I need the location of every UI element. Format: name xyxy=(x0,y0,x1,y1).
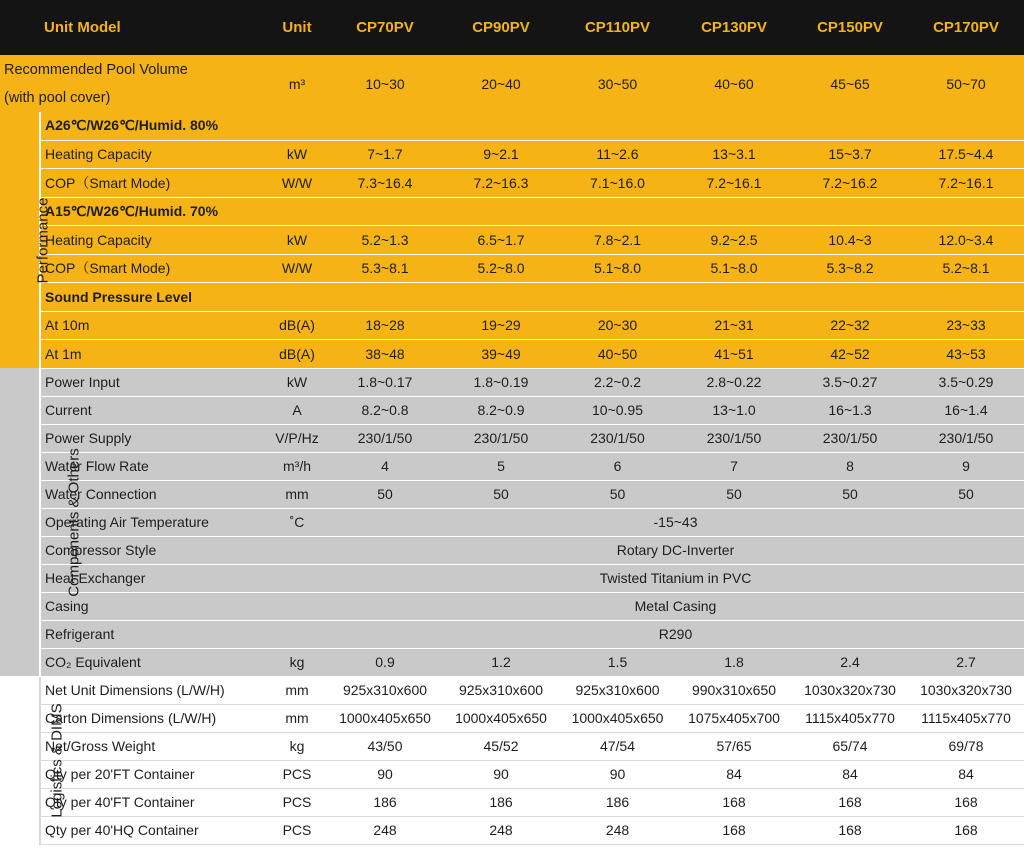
row-unit: A xyxy=(267,396,327,424)
cell-value: 925x310x600 xyxy=(559,676,676,704)
table-row xyxy=(0,564,1024,592)
unit-model-header: Unit Model xyxy=(0,0,267,55)
cell-value: 84 xyxy=(676,760,792,788)
row-label: Power Input xyxy=(40,368,267,396)
cell-value: 1.5 xyxy=(559,648,676,676)
cell-value: 84 xyxy=(908,760,1024,788)
row-unit xyxy=(267,620,327,648)
pool-volume-value: 40~60 xyxy=(676,55,792,112)
row-label: Net/Gross Weight xyxy=(40,732,267,760)
cell-value: 3.5~0.27 xyxy=(792,368,908,396)
row-unit: kW xyxy=(267,226,327,255)
condition-subheader: Sound Pressure Level xyxy=(40,283,1024,312)
cell-value: 50 xyxy=(443,480,559,508)
cell-value: 5.2~8.0 xyxy=(443,254,559,283)
table-row xyxy=(0,676,1024,704)
row-unit: kg xyxy=(267,732,327,760)
cell-value: 12.0~3.4 xyxy=(908,226,1024,255)
merged-value: Twisted Titanium in PVC xyxy=(327,564,1024,592)
cell-value: 43/50 xyxy=(327,732,443,760)
cell-value: 9.2~2.5 xyxy=(676,226,792,255)
cell-value: 7.3~16.4 xyxy=(327,169,443,198)
row-label: Water Flow Rate xyxy=(40,452,267,480)
row-unit: m³/h xyxy=(267,452,327,480)
table-row xyxy=(0,620,1024,648)
cell-value: 57/65 xyxy=(676,732,792,760)
components-section-label: Components & Others xyxy=(65,447,83,597)
row-unit: mm xyxy=(267,704,327,732)
row-label: Heating Capacity xyxy=(40,140,267,169)
cell-value: 1075x405x700 xyxy=(676,704,792,732)
cell-value: 2.8~0.22 xyxy=(676,368,792,396)
cell-value: 5.3~8.2 xyxy=(792,254,908,283)
cell-value: 248 xyxy=(559,816,676,844)
cell-value: 50 xyxy=(676,480,792,508)
cell-value: 230/1/50 xyxy=(908,424,1024,452)
cell-value: 1.8~0.19 xyxy=(443,368,559,396)
cell-value: 9 xyxy=(908,452,1024,480)
logistics-section xyxy=(0,676,66,844)
cell-value: 7~1.7 xyxy=(327,140,443,169)
cell-value: 168 xyxy=(792,788,908,816)
table-row xyxy=(0,508,1024,536)
cell-value: 1.2 xyxy=(443,648,559,676)
cell-value: 248 xyxy=(327,816,443,844)
merged-value: -15~43 xyxy=(327,508,1024,536)
performance-section xyxy=(0,112,52,368)
row-unit xyxy=(267,564,327,592)
cell-value: 23~33 xyxy=(908,311,1024,340)
cell-value: 40~50 xyxy=(559,340,676,369)
cell-value: 186 xyxy=(443,788,559,816)
cell-value: 1.8 xyxy=(676,648,792,676)
row-unit: PCS xyxy=(267,760,327,788)
row-label: At 10m xyxy=(40,311,267,340)
cell-value: 7.2~16.2 xyxy=(792,169,908,198)
table-row xyxy=(0,648,1024,676)
cell-value: 5 xyxy=(443,452,559,480)
logistics-section-label: Logistics & DIMS xyxy=(48,702,66,818)
cell-value: 168 xyxy=(676,816,792,844)
cell-value: 8.2~0.8 xyxy=(327,396,443,424)
cell-value: 925x310x600 xyxy=(443,676,559,704)
cell-value: 3.5~0.29 xyxy=(908,368,1024,396)
cell-value: 20~30 xyxy=(559,311,676,340)
performance-section-label: Performance xyxy=(34,197,52,283)
row-unit: kW xyxy=(267,368,327,396)
cell-value: 186 xyxy=(327,788,443,816)
row-label: Casing xyxy=(40,592,267,620)
row-label: CO₂ Equivalent xyxy=(40,648,267,676)
table-row xyxy=(0,311,1024,340)
cell-value: 47/54 xyxy=(559,732,676,760)
row-label: Power Supply xyxy=(40,424,267,452)
cell-value: 16~1.4 xyxy=(908,396,1024,424)
cell-value: 38~48 xyxy=(327,340,443,369)
cell-value: 2.4 xyxy=(792,648,908,676)
cell-value: 6.5~1.7 xyxy=(443,226,559,255)
cell-value: 8 xyxy=(792,452,908,480)
cell-value: 7.2~16.1 xyxy=(908,169,1024,198)
row-unit: mm xyxy=(267,676,327,704)
table-row xyxy=(0,760,1024,788)
table-row xyxy=(0,140,1024,169)
row-label: Qty per 20'FT Container xyxy=(40,760,267,788)
row-label: Current xyxy=(40,396,267,424)
cell-value: 7.8~2.1 xyxy=(559,226,676,255)
cell-value: 90 xyxy=(327,760,443,788)
row-unit: dB(A) xyxy=(267,311,327,340)
cell-value: 65/74 xyxy=(792,732,908,760)
row-label: Qty per 40'HQ Container xyxy=(40,816,267,844)
row-label: Compressor Style xyxy=(40,536,267,564)
row-unit: mm xyxy=(267,480,327,508)
table-row xyxy=(0,424,1024,452)
row-label: Qty per 40'FT Container xyxy=(40,788,267,816)
model-header: CP150PV xyxy=(792,0,908,55)
row-label: COP（Smart Mode) xyxy=(40,169,267,198)
cell-value: 8.2~0.9 xyxy=(443,396,559,424)
row-label: Operating Air Temperature xyxy=(40,508,267,536)
row-label: COP（Smart Mode) xyxy=(40,254,267,283)
table-row xyxy=(0,480,1024,508)
cell-value: 15~3.7 xyxy=(792,140,908,169)
cell-value: 1.8~0.17 xyxy=(327,368,443,396)
cell-value: 230/1/50 xyxy=(327,424,443,452)
cell-value: 7 xyxy=(676,452,792,480)
cell-value: 230/1/50 xyxy=(443,424,559,452)
row-unit: dB(A) xyxy=(267,340,327,369)
cell-value: 7.2~16.3 xyxy=(443,169,559,198)
table-row xyxy=(0,112,1024,140)
pool-volume-label xyxy=(0,55,267,112)
cell-value: 50 xyxy=(792,480,908,508)
pool-volume-value: 20~40 xyxy=(443,55,559,112)
row-unit: W/W xyxy=(267,169,327,198)
cell-value: 5.1~8.0 xyxy=(676,254,792,283)
cell-value: 1115x405x770 xyxy=(908,704,1024,732)
model-header: CP70PV xyxy=(327,0,443,55)
cell-value: 990x310x650 xyxy=(676,676,792,704)
condition-subheader: A15℃/W26℃/Humid. 70% xyxy=(40,197,1024,226)
pool-volume-label-line1: Recommended Pool Volume xyxy=(4,61,188,78)
cell-value: 21~31 xyxy=(676,311,792,340)
cell-value: 168 xyxy=(792,816,908,844)
cell-value: 248 xyxy=(443,816,559,844)
cell-value: 168 xyxy=(908,788,1024,816)
table-row xyxy=(0,732,1024,760)
row-unit xyxy=(267,592,327,620)
cell-value: 13~3.1 xyxy=(676,140,792,169)
model-header: CP110PV xyxy=(559,0,676,55)
cell-value: 230/1/50 xyxy=(792,424,908,452)
cell-value: 5.2~1.3 xyxy=(327,226,443,255)
cell-value: 5.2~8.1 xyxy=(908,254,1024,283)
condition-subheader: A26℃/W26℃/Humid. 80% xyxy=(40,112,1024,140)
table-row xyxy=(0,816,1024,844)
pool-volume-value: 45~65 xyxy=(792,55,908,112)
cell-value: 90 xyxy=(559,760,676,788)
cell-value: 1030x320x730 xyxy=(908,676,1024,704)
cell-value: 1115x405x770 xyxy=(792,704,908,732)
cell-value: 19~29 xyxy=(443,311,559,340)
cell-value: 50 xyxy=(559,480,676,508)
table-row xyxy=(0,452,1024,480)
table-row xyxy=(0,226,1024,255)
cell-value: 1000x405x650 xyxy=(559,704,676,732)
table-row xyxy=(0,254,1024,283)
cell-value: 6 xyxy=(559,452,676,480)
row-unit: kW xyxy=(267,140,327,169)
cell-value: 5.3~8.1 xyxy=(327,254,443,283)
cell-value: 0.9 xyxy=(327,648,443,676)
row-label: Carton Dimensions (L/W/H) xyxy=(40,704,267,732)
pool-volume-unit: m³ xyxy=(267,55,327,112)
table-row xyxy=(0,536,1024,564)
table-row xyxy=(0,197,1024,226)
row-unit: W/W xyxy=(267,254,327,283)
cell-value: 90 xyxy=(443,760,559,788)
merged-value: Metal Casing xyxy=(327,592,1024,620)
cell-value: 2.7 xyxy=(908,648,1024,676)
table-row xyxy=(0,283,1024,312)
cell-value: 50 xyxy=(327,480,443,508)
cell-value: 4 xyxy=(327,452,443,480)
row-label: Refrigerant xyxy=(40,620,267,648)
cell-value: 168 xyxy=(908,816,1024,844)
row-label: Heat Exchanger xyxy=(40,564,267,592)
cell-value: 17.5~4.4 xyxy=(908,140,1024,169)
pool-volume-value: 10~30 xyxy=(327,55,443,112)
pool-volume-value: 30~50 xyxy=(559,55,676,112)
table-row xyxy=(0,368,1024,396)
cell-value: 7.2~16.1 xyxy=(676,169,792,198)
cell-value: 16~1.3 xyxy=(792,396,908,424)
cell-value: 69/78 xyxy=(908,732,1024,760)
cell-value: 5.1~8.0 xyxy=(559,254,676,283)
header-row xyxy=(0,0,1024,55)
cell-value: 186 xyxy=(559,788,676,816)
cell-value: 18~28 xyxy=(327,311,443,340)
pool-volume-value: 50~70 xyxy=(908,55,1024,112)
row-label: At 1m xyxy=(40,340,267,369)
cell-value: 1000x405x650 xyxy=(327,704,443,732)
table-row xyxy=(0,396,1024,424)
cell-value: 9~2.1 xyxy=(443,140,559,169)
cell-value: 84 xyxy=(792,760,908,788)
row-label: Heating Capacity xyxy=(40,226,267,255)
cell-value: 925x310x600 xyxy=(327,676,443,704)
table-row xyxy=(0,592,1024,620)
cell-value: 2.2~0.2 xyxy=(559,368,676,396)
model-header: CP90PV xyxy=(443,0,559,55)
merged-value: Rotary DC-Inverter xyxy=(327,536,1024,564)
unit-header: Unit xyxy=(267,0,327,55)
model-header: CP170PV xyxy=(908,0,1024,55)
cell-value: 50 xyxy=(908,480,1024,508)
cell-value: 22~32 xyxy=(792,311,908,340)
cell-value: 13~1.0 xyxy=(676,396,792,424)
cell-value: 10~0.95 xyxy=(559,396,676,424)
pool-volume-label-line2: (with pool cover) xyxy=(4,89,111,106)
table-row xyxy=(0,340,1024,369)
merged-value: R290 xyxy=(327,620,1024,648)
row-unit: V/P/Hz xyxy=(267,424,327,452)
cell-value: 45/52 xyxy=(443,732,559,760)
row-unit: ˚C xyxy=(267,508,327,536)
cell-value: 230/1/50 xyxy=(559,424,676,452)
cell-value: 41~51 xyxy=(676,340,792,369)
table-row xyxy=(0,169,1024,198)
row-label: Net Unit Dimensions (L/W/H) xyxy=(40,676,267,704)
row-unit: kg xyxy=(267,648,327,676)
cell-value: 42~52 xyxy=(792,340,908,369)
cell-value: 1000x405x650 xyxy=(443,704,559,732)
cell-value: 7.1~16.0 xyxy=(559,169,676,198)
cell-value: 11~2.6 xyxy=(559,140,676,169)
row-unit xyxy=(267,536,327,564)
row-unit: PCS xyxy=(267,788,327,816)
table-row xyxy=(0,704,1024,732)
cell-value: 39~49 xyxy=(443,340,559,369)
row-label: Water Connection xyxy=(40,480,267,508)
cell-value: 43~53 xyxy=(908,340,1024,369)
cell-value: 168 xyxy=(676,788,792,816)
cell-value: 230/1/50 xyxy=(676,424,792,452)
pool-volume-row xyxy=(0,55,1024,112)
cell-value: 1030x320x730 xyxy=(792,676,908,704)
model-header: CP130PV xyxy=(676,0,792,55)
row-unit: PCS xyxy=(267,816,327,844)
cell-value: 10.4~3 xyxy=(792,226,908,255)
table-row xyxy=(0,788,1024,816)
